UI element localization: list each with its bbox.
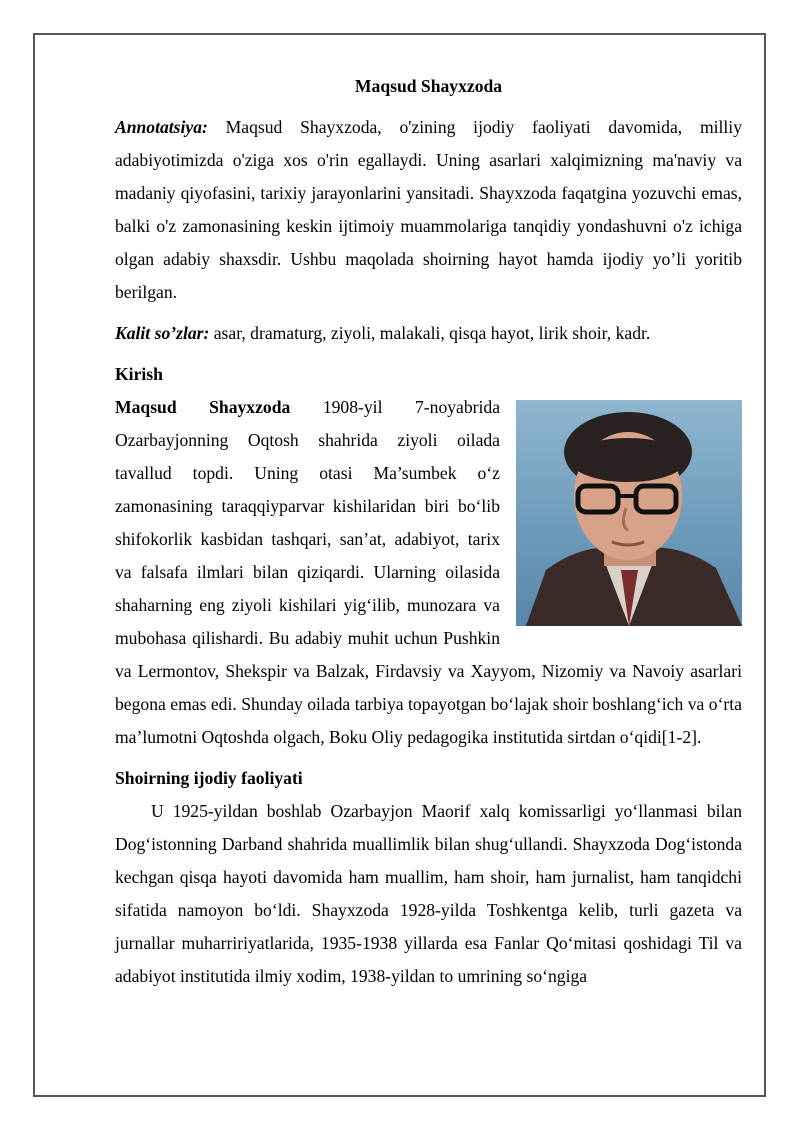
portrait-photo: [516, 400, 742, 626]
document-body: [115, 70, 742, 993]
section2-paragraph: U 1925-yildan boshlab Ozarbayjon Maorif xalq komissarligi yo‘llanmasi bilan Dog‘istonning Darband shahrida muallimlik bilan shug‘ullandi. Shayxzoda Dog‘istonda kechgan qisqa hayoti davomida ham muallim, ham shoir, ham jurnalist, ham tanqidchi sifatida namoyon bo‘ldi. Shayxzoda 1928-yilda Toshkentga kelib, turli gazeta va jurnallar muharririyatlarida, 1935-1938 yillarda esa Fanlar Qo‘mitasi qoshidagi Til va adabiyot institutida ilmiy xodim, 1938-yildan to umrining so‘ngiga: [115, 801, 742, 986]
intro-name: Maqsud Shayxzoda: [115, 397, 291, 417]
abstract-label: Annotatsiya:: [115, 117, 208, 137]
abstract-text: Maqsud Shayxzoda, o'zining ijodiy faoliyati davomida, milliy adabiyotimizda o'ziga xos o'rin egallaydi. Uning asarlari xalqimizning ma'naviy va madaniy qiyofasini, tarixiy jarayonlarini yansitadi. Shayxzoda faqatgina yozuvchi emas, balki o'z zamonasining keskin ijtimoiy muammolariga tanqidiy yondashuvni o'z ichiga olgan adabiy shaxsdir. Ushbu maqolada shoirning hayot hamda ijodiy yo’li yoritib berilgan.: [115, 117, 742, 302]
intro-text: 1908-yil 7-noyabrida Ozarbayjonning Oqtosh shahrida ziyoli oilada tavallud topdi. Uning otasi Ma’sumbek o‘z zamonasining taraqqiyparvar kishilaridan biri bo‘lib shifokorlik kasbidan tashqari, san’at, adabiyot, tarix va falsafa ilmlari bilan qiziqardi. Ularning oilasida shaharning eng ziyoli kishilari yig‘ilib, munozara va mubohasa qilishardi. Bu adabiy muhit uchun Pushkin va Lermontov, Shekspir va Balzak, Firdavsiy va Xayyom, Nizomiy va Navoiy asarlari begona emas edi. Shunday oilada tarbiya topayotgan bo‘lajak shoir boshlang‘ich va o‘rta ma’lumotni Oqtoshda olgach, Boku Oliy pedagogika institutida sirtdan o‘qidi[1-2].: [115, 397, 742, 747]
abstract-paragraph: [115, 111, 742, 309]
keywords-paragraph: [115, 317, 742, 350]
section2-heading: Shoirning ijodiy faoliyati: [115, 768, 303, 788]
keywords-label: Kalit so’zlar:: [115, 323, 210, 343]
keywords-text: asar, dramaturg, ziyoli, malakali, qisqa hayot, lirik shoir, kadr.: [209, 323, 651, 343]
document-title: Maqsud Shayxzoda: [354, 76, 503, 96]
intro-heading: Kirish: [115, 364, 163, 384]
